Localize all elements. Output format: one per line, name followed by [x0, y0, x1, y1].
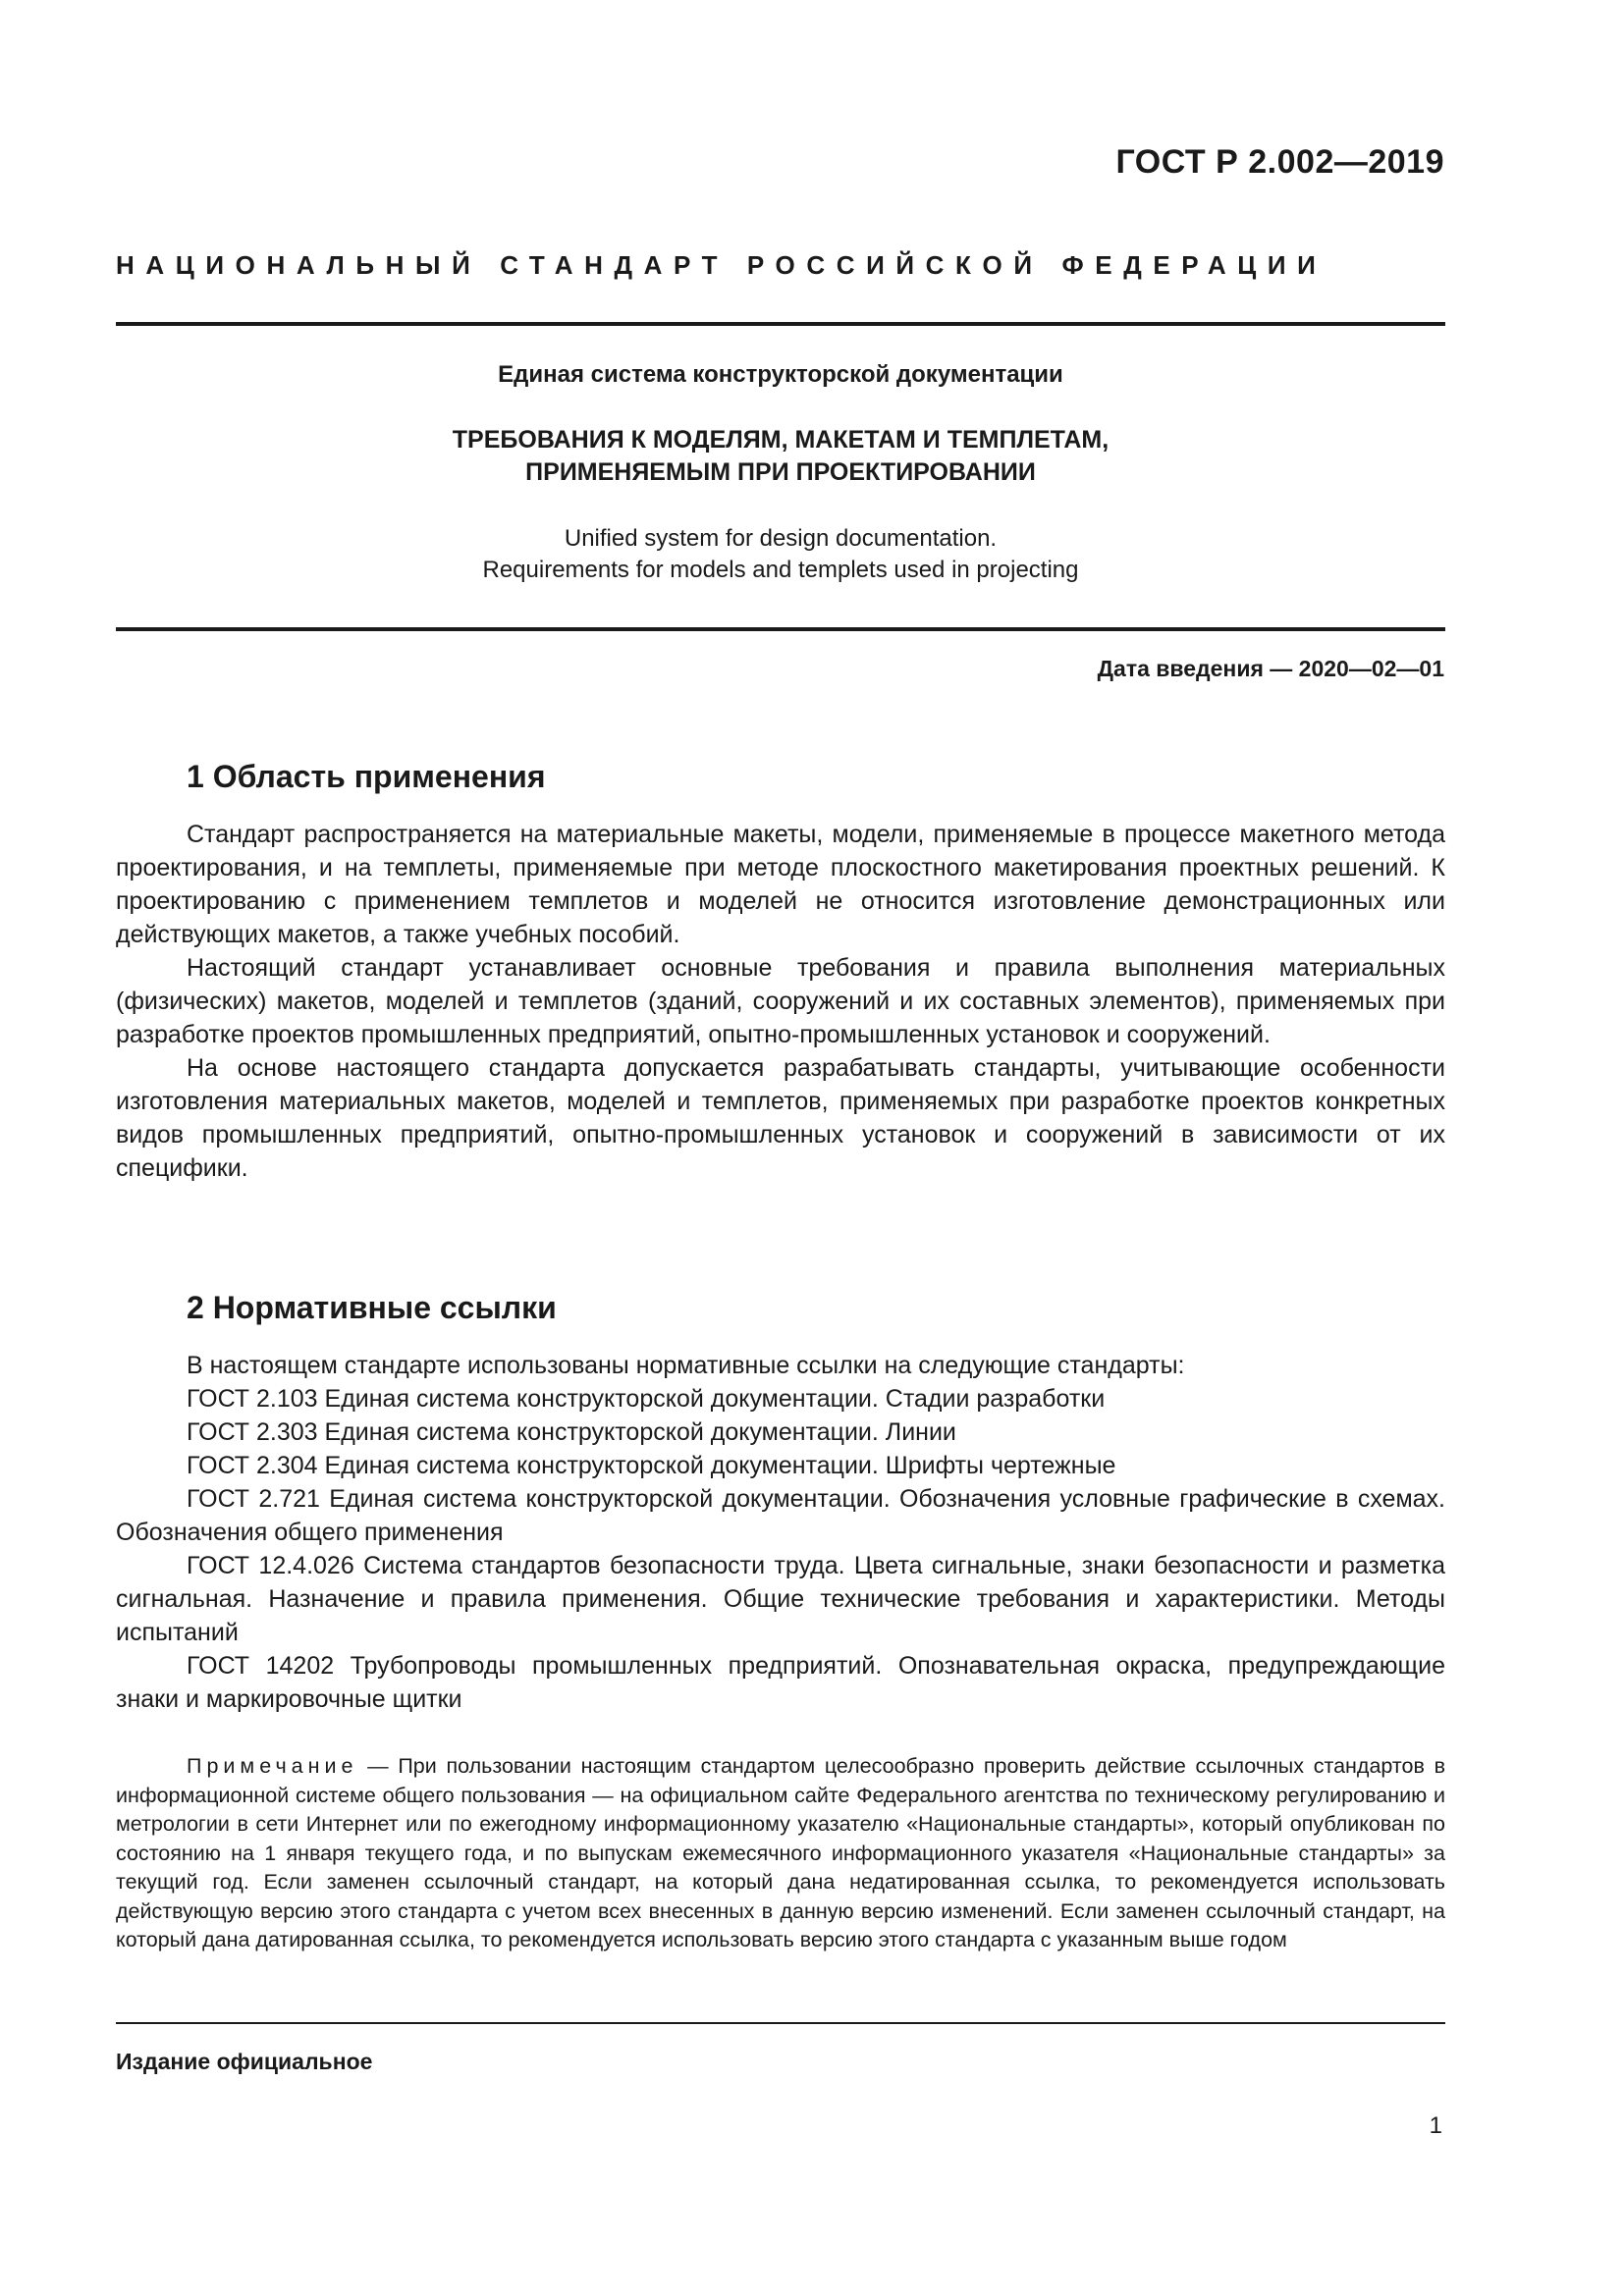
footer-divider	[116, 2022, 1445, 2024]
reference-item: ГОСТ 2.103 Единая система конструкторской документации. Стадии разработки	[187, 1385, 1106, 1413]
section-1-paragraph: Настоящий стандарт устанавливает основные требования и правила выполнения материальных (физических) макетов, моделей и темплетов (зданий, сооружений и их составных элементов), применяемых при разработке проектов промышленных предприятий, опытно-промышленных установок и сооружений.	[116, 954, 1445, 1048]
english-title-line2: Requirements for models and templets used in projecting	[482, 557, 1079, 583]
english-title	[116, 523, 1445, 586]
section-1-body	[116, 818, 1445, 1185]
edition-label: Издание официальное	[116, 2049, 373, 2074]
title-divider	[116, 627, 1445, 631]
section-1-heading: 1 Область применения	[187, 759, 546, 794]
introduction-date: Дата введения — 2020—02—01	[1097, 656, 1444, 681]
note-text: — При пользовании настоящим стандартом целесообразно проверить действие ссылочных стандартов в информационной системе общего пользования — на официальном сайте Федерального агентства по техническому регулированию и метрологии в сети Интернет или по ежегодному информационному указателю «Национальные стандарты», который опубликован по состоянию на 1 января текущего года, и по выпускам ежемесячного информационного указателя «Национальные стандарты» за текущий год. Если заменен ссылочный стандарт, на который дана недатированная ссылка, то рекомендуется использовать действующую версию этого стандарта с учетом всех внесенных в данную версию изменений. Если заменен ссылочный стандарт, на который дана датированная ссылка, то рекомендуется использовать версию этого стандарта с указанным выше годом	[116, 1754, 1445, 1951]
reference-item: ГОСТ 2.721 Единая система конструкторской документации. Обозначения условные графические в схемах. Обозначения общего применения	[116, 1485, 1445, 1546]
reference-item: ГОСТ 2.304 Единая система конструкторской документации. Шрифты чертежные	[187, 1452, 1116, 1479]
reference-item: ГОСТ 12.4.026 Система стандартов безопасности труда. Цвета сигнальные, знаки безопасности и разметка сигнальная. Назначение и правила применения. Общие технические требования и характеристики. Методы испытаний	[116, 1552, 1445, 1646]
section-2-body	[116, 1349, 1445, 1716]
note-paragraph	[116, 1752, 1445, 1955]
reference-item: ГОСТ 2.303 Единая система конструкторской документации. Линии	[187, 1418, 956, 1446]
section-2-paragraph: В настоящем стандарте использованы нормативные ссылки на следующие стандарты:	[187, 1352, 1185, 1379]
system-title: Единая система конструкторской документации	[498, 361, 1063, 388]
main-title-line2: ПРИМЕНЯЕМЫМ ПРИ ПРОЕКТИРОВАНИИ	[525, 458, 1036, 486]
note-label: Примечание	[187, 1754, 358, 1778]
note-block	[116, 1752, 1445, 1955]
page-number: 1	[1429, 2112, 1442, 2139]
main-title	[116, 424, 1445, 489]
section-1-paragraph: Стандарт распространяется на материальные макеты, модели, применяемые в процессе макетного метода проектирования, и на темплеты, применяемые при методе плоскостного макетирования проектных решений. К проектированию с применением темплетов и моделей не относится изготовление демонстрационных или действующих макетов, а также учебных пособий.	[116, 821, 1445, 948]
national-standard-banner: НАЦИОНАЛЬНЫЙ СТАНДАРТ РОССИЙСКОЙ ФЕДЕРАЦИИ	[116, 250, 1327, 280]
main-title-line1: ТРЕБОВАНИЯ К МОДЕЛЯМ, МАКЕТАМ И ТЕМПЛЕТАМ,	[452, 426, 1110, 454]
section-2-heading: 2 Нормативные ссылки	[187, 1290, 557, 1325]
header-divider	[116, 322, 1445, 326]
reference-item: ГОСТ 14202 Трубопроводы промышленных предприятий. Опознавательная окраска, предупреждающие знаки и маркировочные щитки	[116, 1652, 1445, 1713]
section-1-paragraph: На основе настоящего стандарта допускается разрабатывать стандарты, учитывающие особенности изготовления материальных макетов, моделей и темплетов, применяемых при разработке проектов конкретных видов промышленных предприятий, опытно-промышленных установок и сооружений в зависимости от их специфики.	[116, 1054, 1445, 1182]
english-title-line1: Unified system for design documentation.	[564, 525, 998, 552]
document-code: ГОСТ Р 2.002—2019	[1115, 143, 1444, 181]
